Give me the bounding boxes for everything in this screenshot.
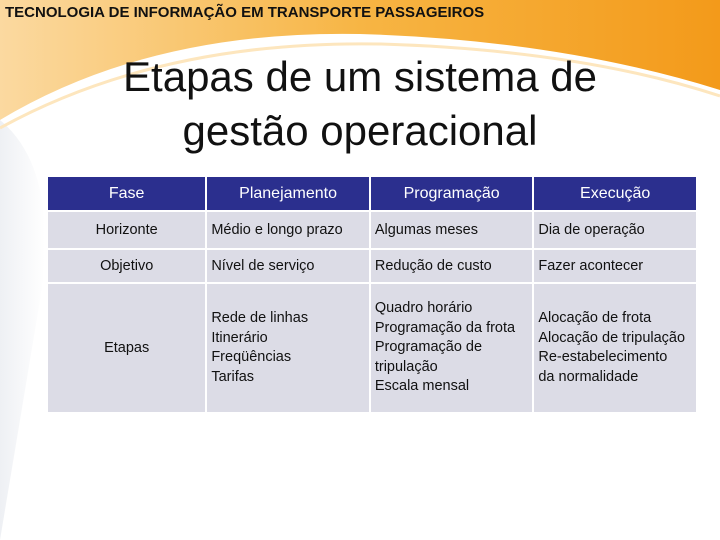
list-item: da normalidade	[538, 368, 639, 385]
row-label: Horizonte	[48, 210, 205, 248]
header-programacao: Programação	[371, 177, 533, 210]
row-label: Objetivo	[48, 248, 205, 282]
list-item: Rede de linhas	[211, 310, 309, 326]
header-planejamento: Planejamento	[207, 177, 369, 210]
cell-planejamento	[207, 282, 369, 412]
title-line-2: gestão operacional	[182, 107, 538, 154]
list-item: Escala mensal	[374, 378, 470, 395]
list-item: Tarifas	[211, 368, 255, 385]
row-label: Etapas	[48, 282, 205, 412]
title-line-1: Etapas de um sistema de	[123, 53, 597, 100]
cell-planejamento: Nível de serviço	[207, 248, 369, 282]
header-execucao: Execução	[534, 177, 696, 210]
cell-execucao: Dia de operação	[534, 210, 696, 248]
header-fase: Fase	[48, 177, 205, 210]
table-row	[48, 248, 696, 282]
cell-programacao: Algumas meses	[371, 210, 533, 248]
page-title	[0, 50, 720, 158]
stages-table	[46, 177, 698, 412]
cell-execucao: Fazer acontecer	[534, 248, 696, 282]
list-item: Freqüências	[211, 349, 292, 365]
header-text: TECNOLOGIA DE INFORMAÇÃO EM TRANSPORTE PASSAGEIROS	[5, 4, 485, 21]
table-header-row	[48, 177, 696, 210]
cell-programacao	[371, 282, 533, 412]
list-item: Alocação de frota	[538, 310, 652, 326]
cell-planejamento: Médio e longo prazo	[207, 210, 369, 248]
list-item: Re-estabelecimento	[538, 349, 668, 365]
cell-execucao	[534, 282, 696, 412]
list-item: Itinerário	[211, 329, 268, 346]
list-item: tripulação	[374, 358, 438, 375]
cell-programacao: Redução de custo	[371, 248, 533, 282]
list-item: Programação de	[374, 339, 483, 356]
list-item: Alocação de tripulação	[538, 329, 686, 346]
table-row	[48, 210, 696, 248]
list-item: Quadro horário	[374, 300, 473, 317]
table-row	[48, 282, 696, 412]
list-item: Programação da frota	[374, 319, 516, 336]
